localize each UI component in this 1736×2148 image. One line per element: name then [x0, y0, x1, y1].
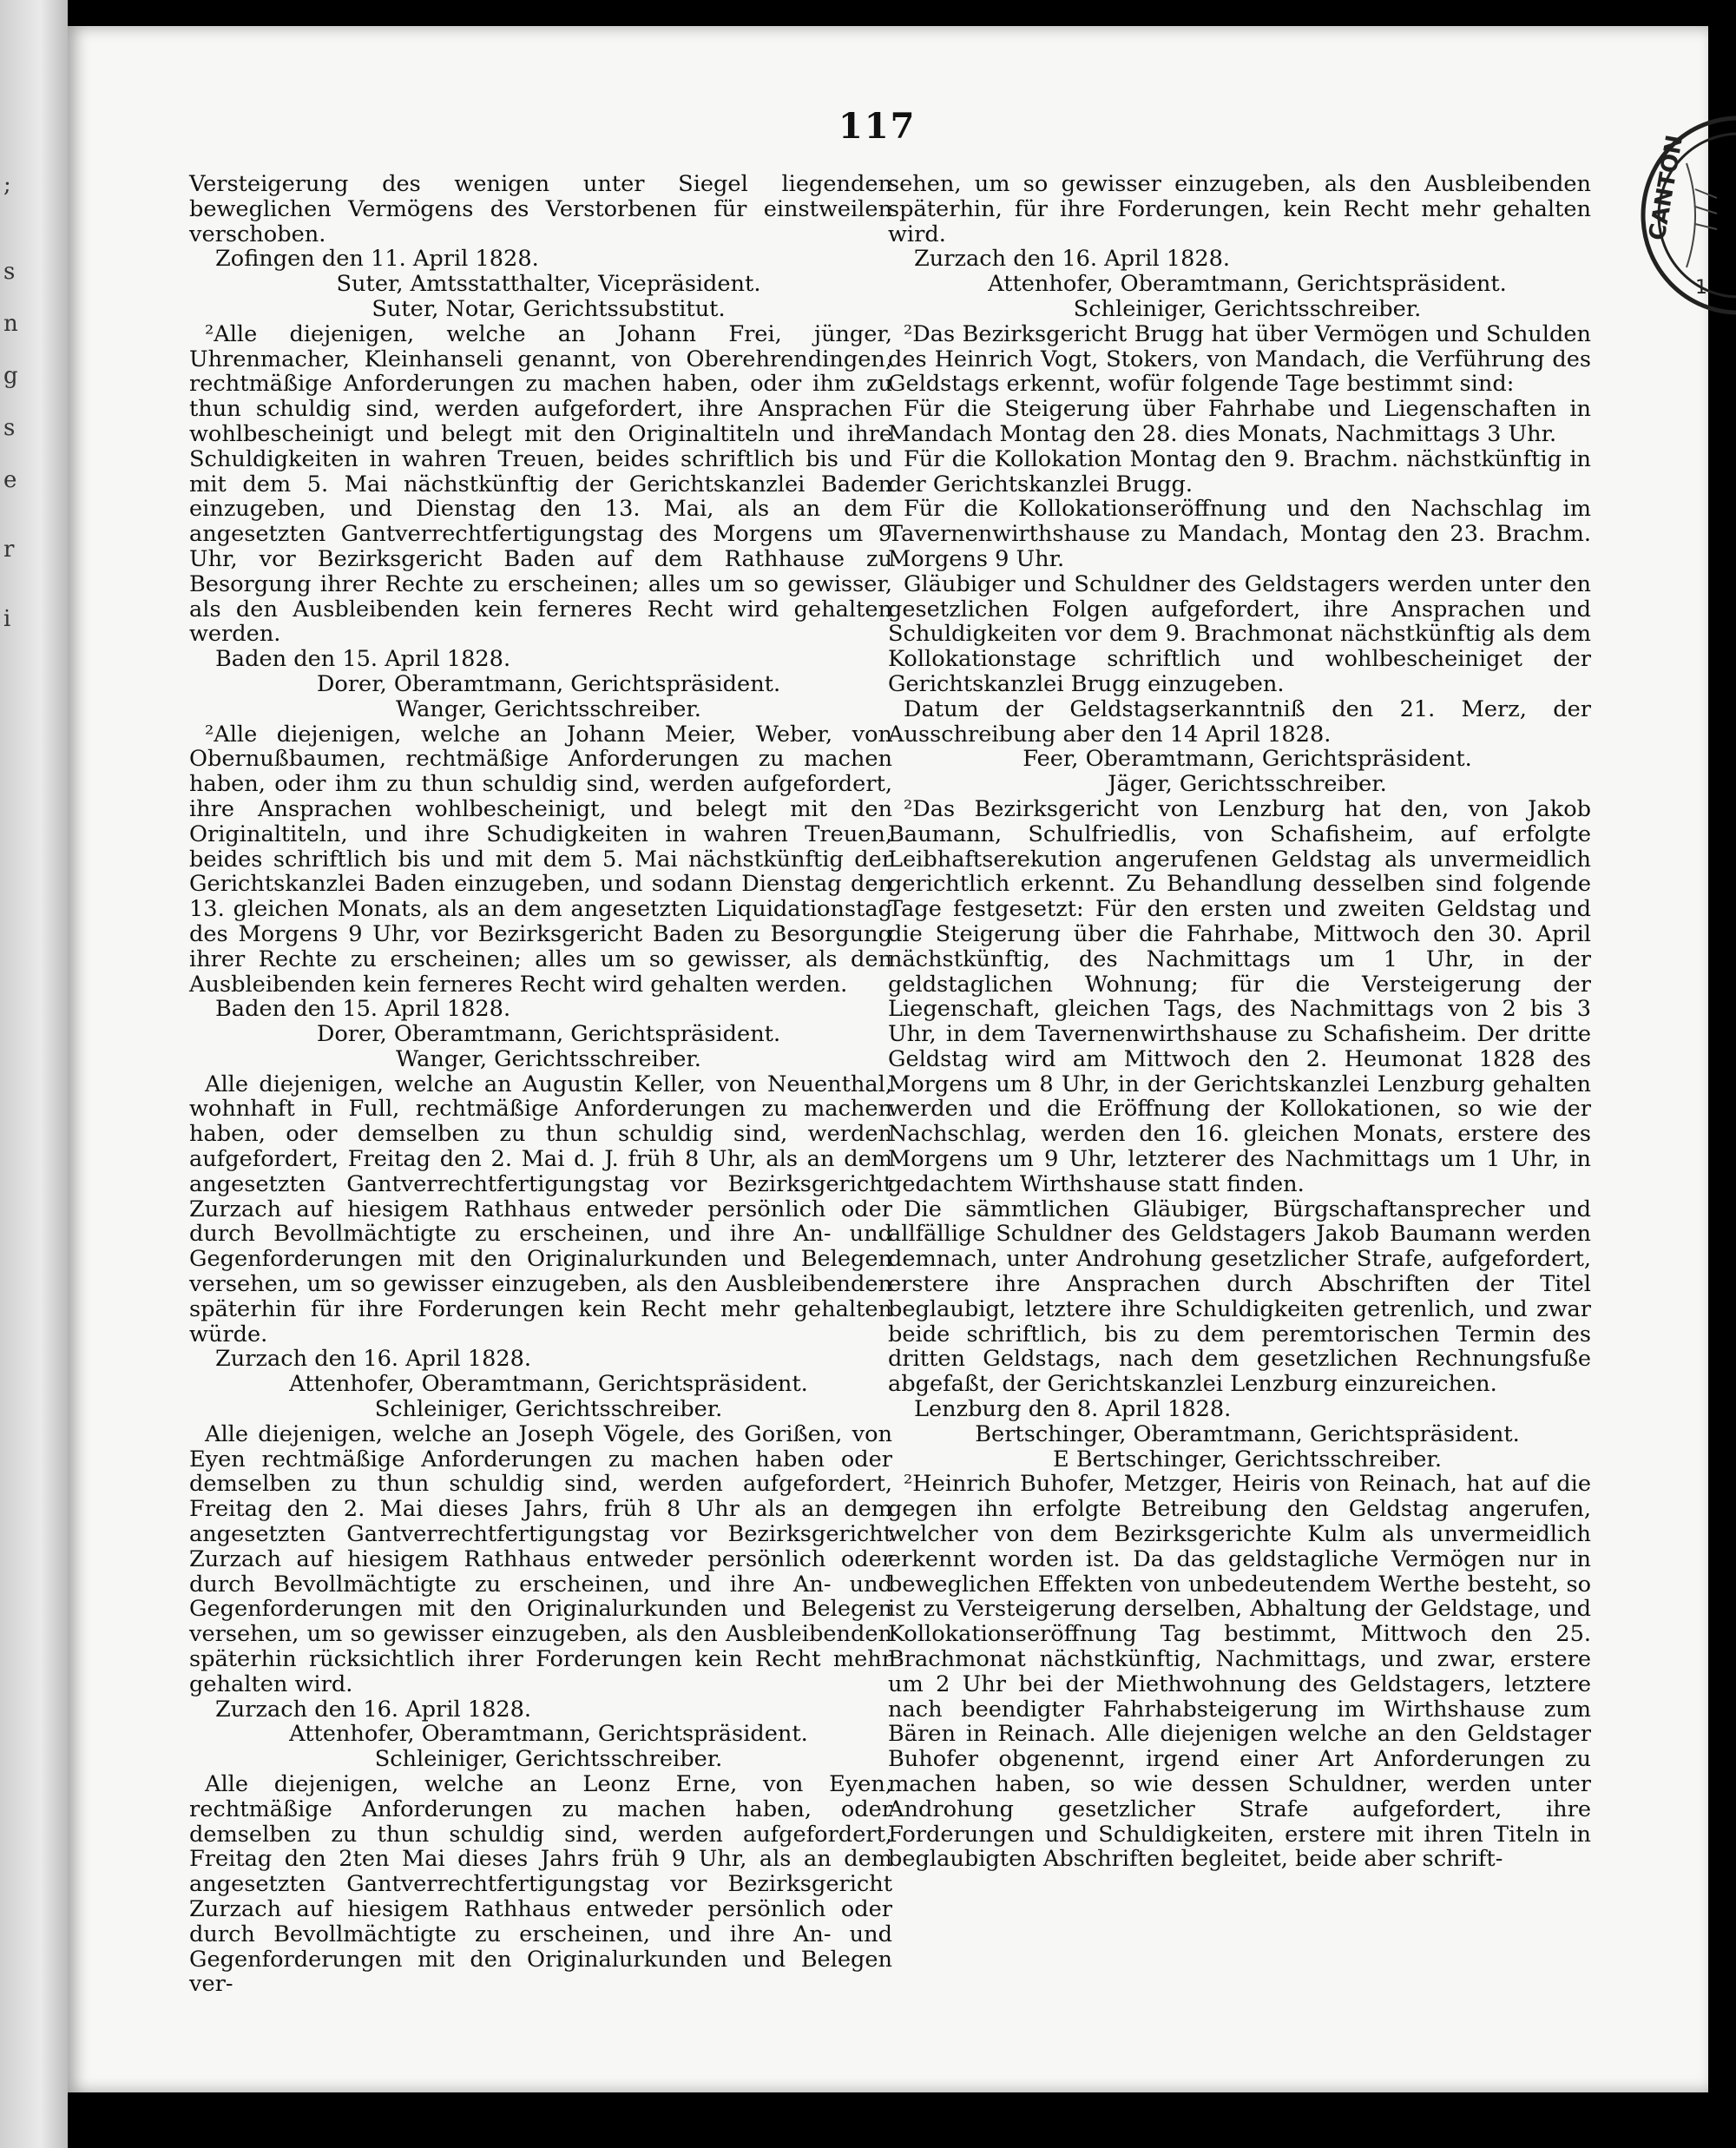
continued-paragraph: Versteigerung des wenigen unter Siegel liegenden beweglichen Vermögens des Verstorbenen für einstweilen verschoben. [189, 171, 892, 247]
notice-paragraph: Für die Steigerung über Fahrhabe und Liegenschaften in Mandach Montag den 28. dies Monats, Nachmittags 3 Uhr. [888, 396, 1591, 447]
notice-paragraph: Alle diejenigen, welche an Joseph Vögele, des Gorißen, von Eyen rechtmäßige Anforderungen zu machen haben oder demselben zu thun schuldig sind, werden aufgefordert, Freitag den 2. Mai dieses Jahrs, früh 8 Uhr als an dem angesetzten Gantverrechtfertigungstag vor Bezirksgericht Zurzach auf hiesigem Rathhaus entweder persönlich oder durch Bevollmächtigte zu erscheinen, und ihre An- und Gegenforderungen mit den Originalurkunden und Belegen versehen, um so gewisser einzugeben, als den Ausbleibenden späterhin rücksichtlich ihrer Forderungen kein Recht mehr gehalten wird. [189, 1420, 892, 1697]
page-number: 117 [838, 106, 917, 147]
right-text-column [888, 172, 1591, 1872]
margin-fragment: n [3, 311, 18, 337]
notice-paragraph: Alle diejenigen, welche an Leonz Erne, von Eyen, rechtmäßige Anforderungen zu machen haben, oder demselben zu thun schuldig sind, werden aufgefordert, Freitag den 2ten Mai dieses Jahrs früh 9 Uhr, als an dem angesetzten Gantverrechtfertigungstag vor Bezirksgericht Zurzach auf hiesigem Rathhaus entweder persönlich oder durch Bevollmächtigte zu erscheinen, und ihre An- und Gegenforderungen mit den Originalurkunden und Belegen ver- [189, 1771, 892, 1998]
margin-fragment: s [3, 259, 16, 285]
notice-paragraph: ²Das Bezirksgericht Brugg hat über Vermögen und Schulden des Heinrich Vogt, Stokers, von Mandach, die Verführung des Geldstags erkennt, wofür folgende Tage bestimmt sind: [888, 320, 1591, 398]
adjacent-page-edge [0, 0, 68, 2148]
dateline: Baden den 15. April 1828. [215, 646, 511, 673]
signature-line: Jäger, Gerichtsschreiber. [1108, 771, 1387, 798]
canton-stamp-seal [1634, 111, 1736, 320]
dateline: Lenzburg den 8. April 1828. [914, 1396, 1232, 1423]
dateline: Zurzach den 16. April 1828. [215, 1696, 532, 1723]
signature-line: Suter, Notar, Gerichtssubstitut. [372, 295, 726, 322]
notice-paragraph: Datum der Geldstagserkanntniß den 21. Merz, der Ausschreibung aber den 14 April 1828. [888, 695, 1591, 748]
stamp-digit: 1 [1695, 277, 1707, 299]
newspaper-sheet [68, 26, 1708, 2092]
dateline: Zofingen den 11. April 1828. [215, 246, 539, 273]
dateline: Baden den 15. April 1828. [215, 996, 511, 1023]
signature-line: Attenhofer, Oberamtmann, Gerichtspräsident. [289, 1721, 808, 1748]
continued-paragraph: sehen, um so gewisser einzugeben, als den Ausbleibenden späterhin, für ihre Forderungen, kein Recht mehr gehalten wird. [888, 171, 1591, 247]
signature-line: Schleiniger, Gerichtsschreiber. [374, 1746, 723, 1773]
notice-paragraph: Für die Kollokationseröffnung und den Nachschlag im Tavernenwirthshause zu Mandach, Montag den 23. Brachm. Morgens 9 Uhr. [888, 496, 1591, 572]
signature-line: E Bertschinger, Gerichtsschreiber. [1053, 1446, 1442, 1473]
signature-line: Attenhofer, Oberamtmann, Gerichtspräsident. [988, 271, 1507, 298]
signature-line: Schleiniger, Gerichtsschreiber. [374, 1396, 723, 1423]
signature-line: Feer, Oberamtmann, Gerichtspräsident. [1023, 746, 1472, 773]
dateline: Zurzach den 16. April 1828. [914, 246, 1231, 273]
signature-line: Wanger, Gerichtsschreiber. [396, 1045, 701, 1072]
notice-paragraph: ²Heinrich Buhofer, Metzger, Heiris von Reinach, hat auf die gegen ihn erfolgte Betreibung den Geldstag angerufen, welcher von dem Bezirksgerichte Kulm als unvermeidlich erkennt worden ist. Da das geldstagliche Vermögen nur in beweglichen Effekten von unbedeutendem Werthe besteht, so ist zu Versteigerung derselben, Abhaltung der Geldstage, und Kollokationseröffnung Tag bestimmt, Mittwoch den 25. Brachmonat nächstkünftig, Nachmittags, und zwar, erstere um 2 Uhr bei der Miethwohnung des Geldstagers, letztere nach beendigter Fahrhabsteigerung im Wirthshause zum Bären in Reinach. Alle diejenigen welche an den Geldstager Buhofer obgenennt, irgend einer Art Anforderungen zu machen haben, so wie dessen Schuldner, werden unter Androhung gesetzlicher Strafe aufgefordert, ihre Forderungen und Schuldigkeiten, erstere mit ihren Titeln in beglaubigten Abschriften begleitet, beide aber schrift- [888, 1471, 1591, 1873]
stamp-text: CANTON [1644, 133, 1689, 243]
signature-line: Schleiniger, Gerichtsschreiber. [1073, 295, 1422, 322]
left-text-column [189, 172, 892, 1997]
margin-fragment: g [3, 363, 18, 389]
margin-fragment: s [3, 415, 16, 441]
dateline: Zurzach den 16. April 1828. [215, 1346, 532, 1373]
signature-line: Dorer, Oberamtmann, Gerichtspräsident. [316, 670, 781, 697]
notice-paragraph: Gläubiger und Schuldner des Geldstagers werden unter den gesetzlichen Folgen aufgefordert, ihre Ansprachen und Schuldigkeiten vor dem 9. Brachmonat nächstkünftig als dem Kollokationstage schriftlich und wohlbescheiniget der Gerichtskanzlei Brugg einzugeben. [888, 570, 1591, 697]
signature-line: Attenhofer, Oberamtmann, Gerichtspräsident. [289, 1371, 808, 1398]
signature-line: Suter, Amtsstatthalter, Vicepräsident. [336, 271, 761, 298]
notice-paragraph: Für die Kollokation Montag den 9. Brachm. nächstkünftig in der Gerichtskanzlei Brugg. [888, 445, 1591, 497]
margin-fragment: ; [3, 172, 11, 198]
notice-paragraph: Alle diejenigen, welche an Augustin Keller, von Neuenthal, wohnhaft in Full, rechtmäßige Anforderungen zu machen haben, oder demselben zu thun schuldig sind, werden aufgefordert, Freitag den 2. Mai d. J. früh 8 Uhr, als an dem angesetzten Gantverrechtfertigungstag vor Bezirksgericht Zurzach auf hiesigem Rathhaus entweder persönlich oder durch Bevollmächtigte zu erscheinen, und ihre An- und Gegenforderungen mit den Originalurkunden und Belegen versehen, um so gewisser einzugeben, als den Ausbleibenden späterhin für ihre Forderungen kein Recht mehr gehalten würde. [189, 1071, 892, 1347]
signature-line: Dorer, Oberamtmann, Gerichtspräsident. [316, 1021, 781, 1048]
margin-fragment: e [3, 467, 17, 493]
margin-fragment: r [3, 537, 15, 563]
notice-paragraph: ²Alle diejenigen, welche an Johann Frei, jünger, Uhrenmacher, Kleinhanseli genannt, von Oberehrendingen, rechtmäßige Anforderungen zu machen haben, oder ihm zu thun schuldig sind, werden aufgefordert, ihre Ansprachen wohlbescheinigt und belegt mit den Originaltiteln und ihre Schuldigkeiten in wahren Treuen, beides schriftlich bis und mit dem 5. Mai nächstkünftig der Gerichtskanzlei Baden einzugeben, und Dienstag den 13. Mai, als an dem angesetzten Gantverrechtfertigungstag des Morgens um 9 Uhr, vor Bezirksgericht Baden auf dem Rathhause zu Besorgung ihrer Rechte zu erscheinen; alles um so gewisser, als den Ausbleibenden kein ferneres Recht wird gehalten werden. [189, 320, 892, 648]
notice-paragraph: Die sämmtlichen Gläubiger, Bürgschaftansprecher und allfällige Schuldner des Geldstagers Jakob Baumann werden demnach, unter Androhung gesetzlicher Strafe, aufgefordert, erstere ihre Ansprachen durch Abschriften der Titel beglaubigt, letztere ihre Schuldigkeiten getrenlich, und zwar beide schriftlich, bis zu dem peremtorischen Termin des dritten Geldstags, nach dem gesetzlichen Rechnungsfuße abgefaßt, der Gerichtskanzlei Lenzburg einzureichen. [888, 1196, 1591, 1398]
signature-line: Wanger, Gerichtsschreiber. [396, 695, 701, 722]
notice-paragraph: ²Alle diejenigen, welche an Johann Meier, Weber, von Obernußbaumen, rechtmäßige Anforderungen zu machen haben, oder ihm zu thun schuldig sind, werden aufgefordert, ihre Ansprachen wohlbescheinigt, und belegt mit den Originaltiteln, und ihre Schudigkeiten in wahren Treuen, beides schriftlich bis und mit dem 5. Mai nächstkünftig der Gerichtskanzlei Baden einzugeben, und sodann Dienstag den 13. gleichen Monats, als an dem angesetzten Liquidationstag des Morgens 9 Uhr, vor Bezirksgericht Baden zu Besorgung ihrer Rechte zu erscheinen; alles um so gewisser, als den Ausbleibenden kein ferneres Recht wird gehalten werden. [189, 721, 892, 998]
margin-fragment: i [3, 606, 11, 632]
signature-line: Bertschinger, Oberamtmann, Gerichtspräsident. [975, 1420, 1520, 1447]
notice-paragraph: ²Das Bezirksgericht von Lenzburg hat den, von Jakob Baumann, Schulfriedlis, von Schafisheim, auf erfolgte Leibhaftserekution angerufenen Geldstag als unvermeidlich gerichtlich erkennt. Zu Behandlung desselben sind folgende Tage festgesetzt: Für den ersten und zweiten Geldstag und die Steigerung über die Fahrhabe, Mittwoch den 30. April nächstkünftig, des Nachmittags um 1 Uhr, in der geldstaglichen Wohnung; für die Versteigerung der Liegenschaft, gleichen Tags, des Nachmittags von 2 bis 3 Uhr, in dem Tavernenwirthshause zu Schafisheim. Der dritte Geldstag wird am Mittwoch den 2. Heumonat 1828 des Morgens um 8 Uhr, in der Gerichtskanzlei Lenzburg gehalten werden und die Eröffnung der Kollokationen, so wie der Nachschlag, werden den 16. gleichen Monats, erstere des Morgens um 9 Uhr, letzterer des Nachmittags um 1 Uhr, in gedachtem Wirthshause statt finden. [888, 795, 1591, 1197]
